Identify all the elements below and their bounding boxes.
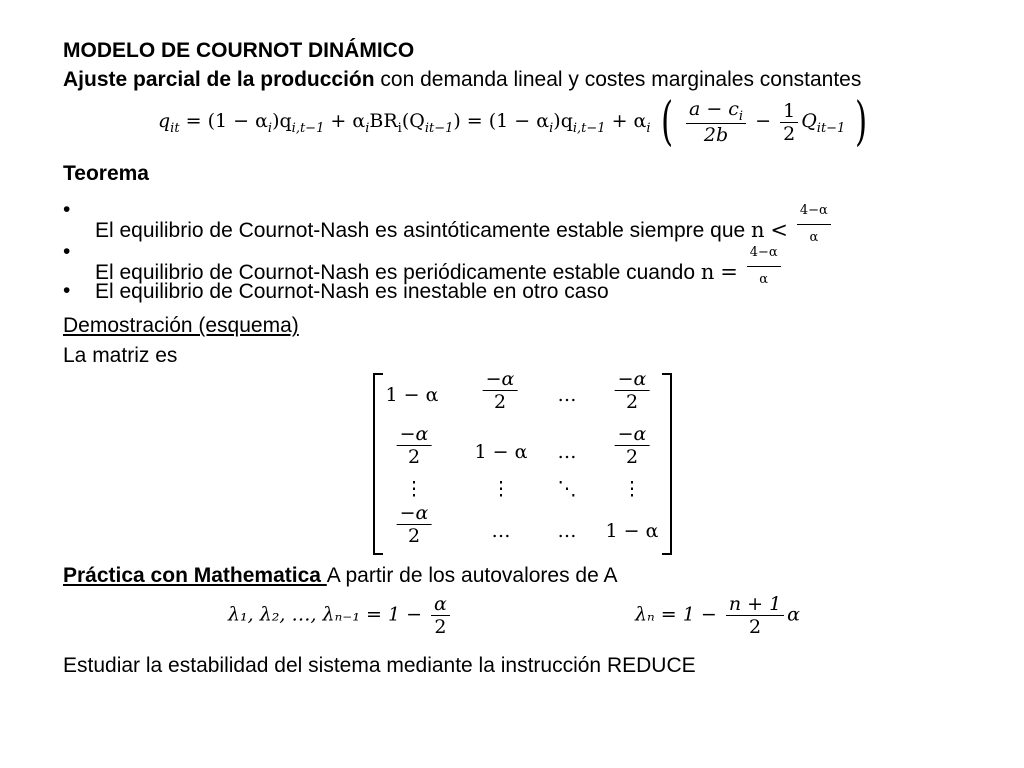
matrix-cell-3-4: ⋮ xyxy=(622,478,642,500)
practice-line xyxy=(63,563,617,589)
subtitle xyxy=(63,67,861,93)
bullet-icon: • xyxy=(63,240,71,263)
matrix-left-bracket xyxy=(373,373,383,555)
slide-title: MODELO DE COURNOT DINÁMICO xyxy=(63,39,415,62)
subtitle-rest: con demanda lineal y costes marginales constantes xyxy=(374,68,862,91)
theorem-heading: Teorema xyxy=(63,162,149,185)
practice-rest: A partir de los autovalores de A xyxy=(326,564,618,587)
theorem-bullet-3: El equilibrio de Cournot-Nash es inestable en otro caso xyxy=(95,280,609,303)
matrix-cell-2-3: … xyxy=(557,441,577,463)
theorem-bullet-1: El equilibrio de Cournot-Nash es asintóticamente estable siempre que n < $\frac{4-\alpha}{\alpha}$ xyxy=(95,198,834,251)
matrix-cell-1-4: $\frac{-\alpha}{2}$ xyxy=(615,368,650,413)
subtitle-bold: Ajuste parcial de la producción xyxy=(63,68,375,91)
matrix-cell-2-2: 1 − α xyxy=(474,441,528,463)
right-paren: ) xyxy=(855,92,868,152)
matrix-intro: La matriz es xyxy=(63,344,178,367)
stability-fraction-2: $\frac{4-\alpha}{\alpha}$ xyxy=(747,240,781,293)
bullet-icon: • xyxy=(63,198,71,221)
left-paren: ( xyxy=(660,92,673,152)
bullet-icon: • xyxy=(63,279,71,302)
eigenvalues-first: λ₁, λ₂, …, λₙ₋₁ = 1 − $\frac{\alpha}{2}$ xyxy=(228,593,453,638)
fraction-one-half: $\frac{1}{2}$ xyxy=(780,100,798,145)
matrix-cell-4-2: … xyxy=(491,520,511,542)
matrix-cell-4-4: 1 − α xyxy=(605,520,659,542)
partial-adjustment-equation: $q_{it} = (1 - \alpha_i)q_{i,t-1} + \alpha_iBR_i(Q_{it-1}) = (1 - \alpha_i)q_{i,t-1} + \alpha_i$ ( $\frac{a - c_i}{2b}$ − $\frac{1}{2}$ $Q_{it-1}$ ) xyxy=(158,92,868,152)
fraction-a-minus-c: $\frac{a - c_i}{2b}$ xyxy=(686,98,746,147)
matrix-cell-4-3: … xyxy=(557,520,577,542)
proof-heading: Demostración (esquema) xyxy=(63,314,299,337)
matrix-cell-2-4: $\frac{-\alpha}{2}$ xyxy=(615,423,650,468)
stability-fraction-1: $\frac{4-\alpha}{\alpha}$ xyxy=(797,198,831,251)
interaction-matrix xyxy=(370,368,675,556)
eigenvalue-last: λₙ = 1 − $\frac{n + 1}{2}$ α xyxy=(635,593,801,638)
matrix-cell-4-1: $\frac{-\alpha}{2}$ xyxy=(397,502,432,547)
matrix-cell-3-1: ⋮ xyxy=(404,478,424,500)
matrix-cell-1-2: $\frac{-\alpha}{2}$ xyxy=(483,368,518,413)
matrix-cell-1-1: 1 − α xyxy=(385,384,439,406)
matrix-cell-3-3: ⋱ xyxy=(557,478,577,500)
matrix-right-bracket xyxy=(662,373,672,555)
matrix-cell-3-2: ⋮ xyxy=(491,478,511,500)
practice-label: Práctica con Mathematica xyxy=(63,564,327,587)
theorem-bullet-2: El equilibrio de Cournot-Nash es periódicamente estable cuando n = $\frac{4-\alpha}{\alpha}$ xyxy=(95,240,784,293)
matrix-cell-2-1: $\frac{-\alpha}{2}$ xyxy=(397,423,432,468)
matrix-cell-1-3: … xyxy=(557,384,577,406)
final-instruction: Estudiar la estabilidad del sistema mediante la instrucción REDUCE xyxy=(63,654,696,677)
